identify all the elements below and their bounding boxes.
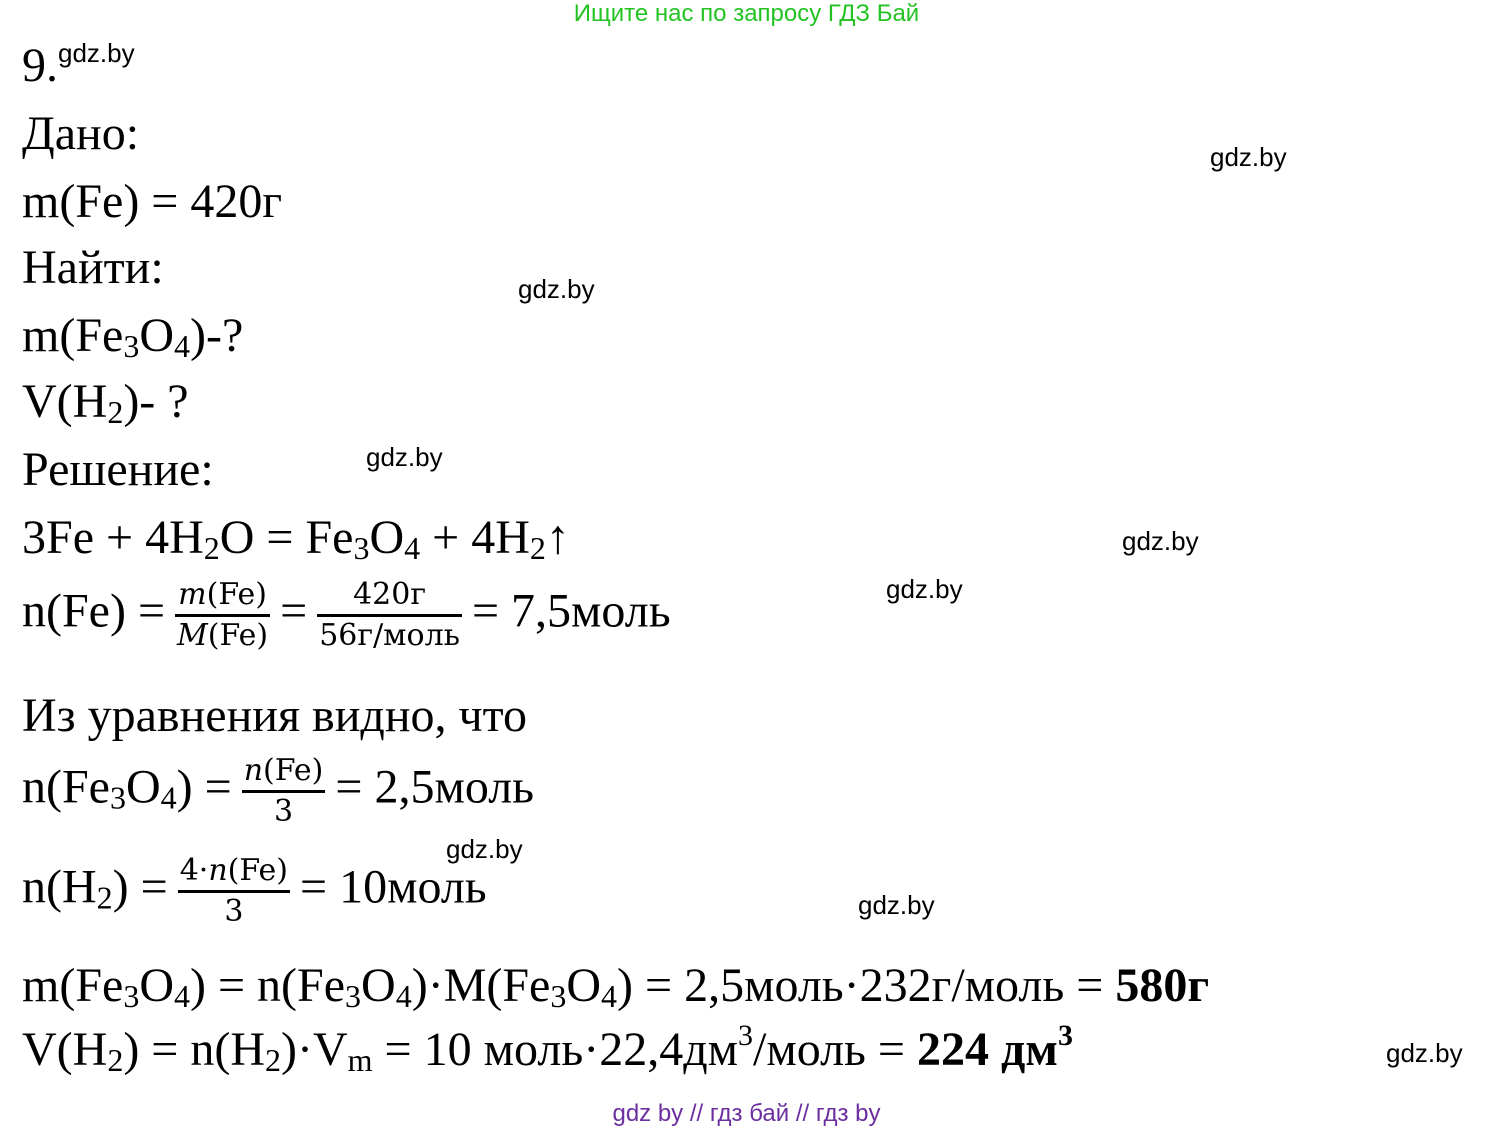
solution-heading: Решение: [22,443,214,496]
mass-fe3o4-result: $m(Fe_3O_4) = n(Fe_3O_4)\cdot M(Fe_3O_4)$ = 2,5моль·232г/моль = 580г [22,959,1210,1014]
watermark: gdz.by [58,38,135,68]
find-volume-h2: $V(H_2)-$ ? [22,375,189,430]
watermark: gdz.by [1122,526,1199,556]
answer-mass: 580г [1115,959,1210,1012]
given-value: m(Fe) = 420г [22,175,283,228]
reaction-equation: $3Fe + 4H_2O = Fe_3O_4$ + $4H_2↑$ [22,511,570,566]
watermark: gdz.by [518,274,595,304]
fraction-m-over-M: $\frac{m(Fe)}{M(Fe)}$ [177,577,269,653]
given-heading: Дано: [22,107,140,160]
find-heading: Найти: [22,241,164,294]
n-h2-calculation: $n(H_2)$ = $\frac{4\cdot n(Fe)}{3}$ = 10моль [22,853,487,929]
top-banner: Ищите нас по запросу ГДЗ Бай [573,0,920,27]
volume-h2-result: $V(H_2) = n(H_2)\cdot V_m = 10$ $моль\cdot 22,4дм^3$/моль = 224 $дм^3$ [22,1019,1073,1078]
task-number: 9. [22,39,58,92]
find-mass-fe3o4: $m(Fe_3O_4)-$? [22,309,244,364]
n-fe-calculation: n(Fe) = $\frac{m(Fe)}{M(Fe)}$ = $\frac{420г}{\text{56г/моль}}$ = 7,5моль [22,577,671,653]
fraction-420-over-56: $\frac{420г}{\text{56г/моль}}$ [319,577,460,653]
answer-volume: 224 $дм^3$ [916,1019,1073,1076]
footer-links: gdz by // гдз бай // гдз by [612,1100,881,1127]
watermark: gdz.by [858,890,935,920]
from-equation-text: Из уравнения видно, что [22,689,527,742]
watermark: gdz.by [366,442,443,472]
watermark: gdz.by [886,574,963,604]
watermark: gdz.by [1386,1038,1463,1068]
task-number-line [22,38,58,94]
n-fe3o4-calculation: $n(Fe_3O_4)$ = $\frac{n(Fe)}{3}$ = 2,5моль [22,753,535,829]
fraction-nfe-over-3: $\frac{n(Fe)}{3}$ [243,753,324,829]
watermark: gdz.by [446,834,523,864]
watermark: gdz.by [1210,142,1287,172]
fraction-4nfe-over-3: $\frac{4\cdot n(Fe)}{3}$ [179,853,289,929]
